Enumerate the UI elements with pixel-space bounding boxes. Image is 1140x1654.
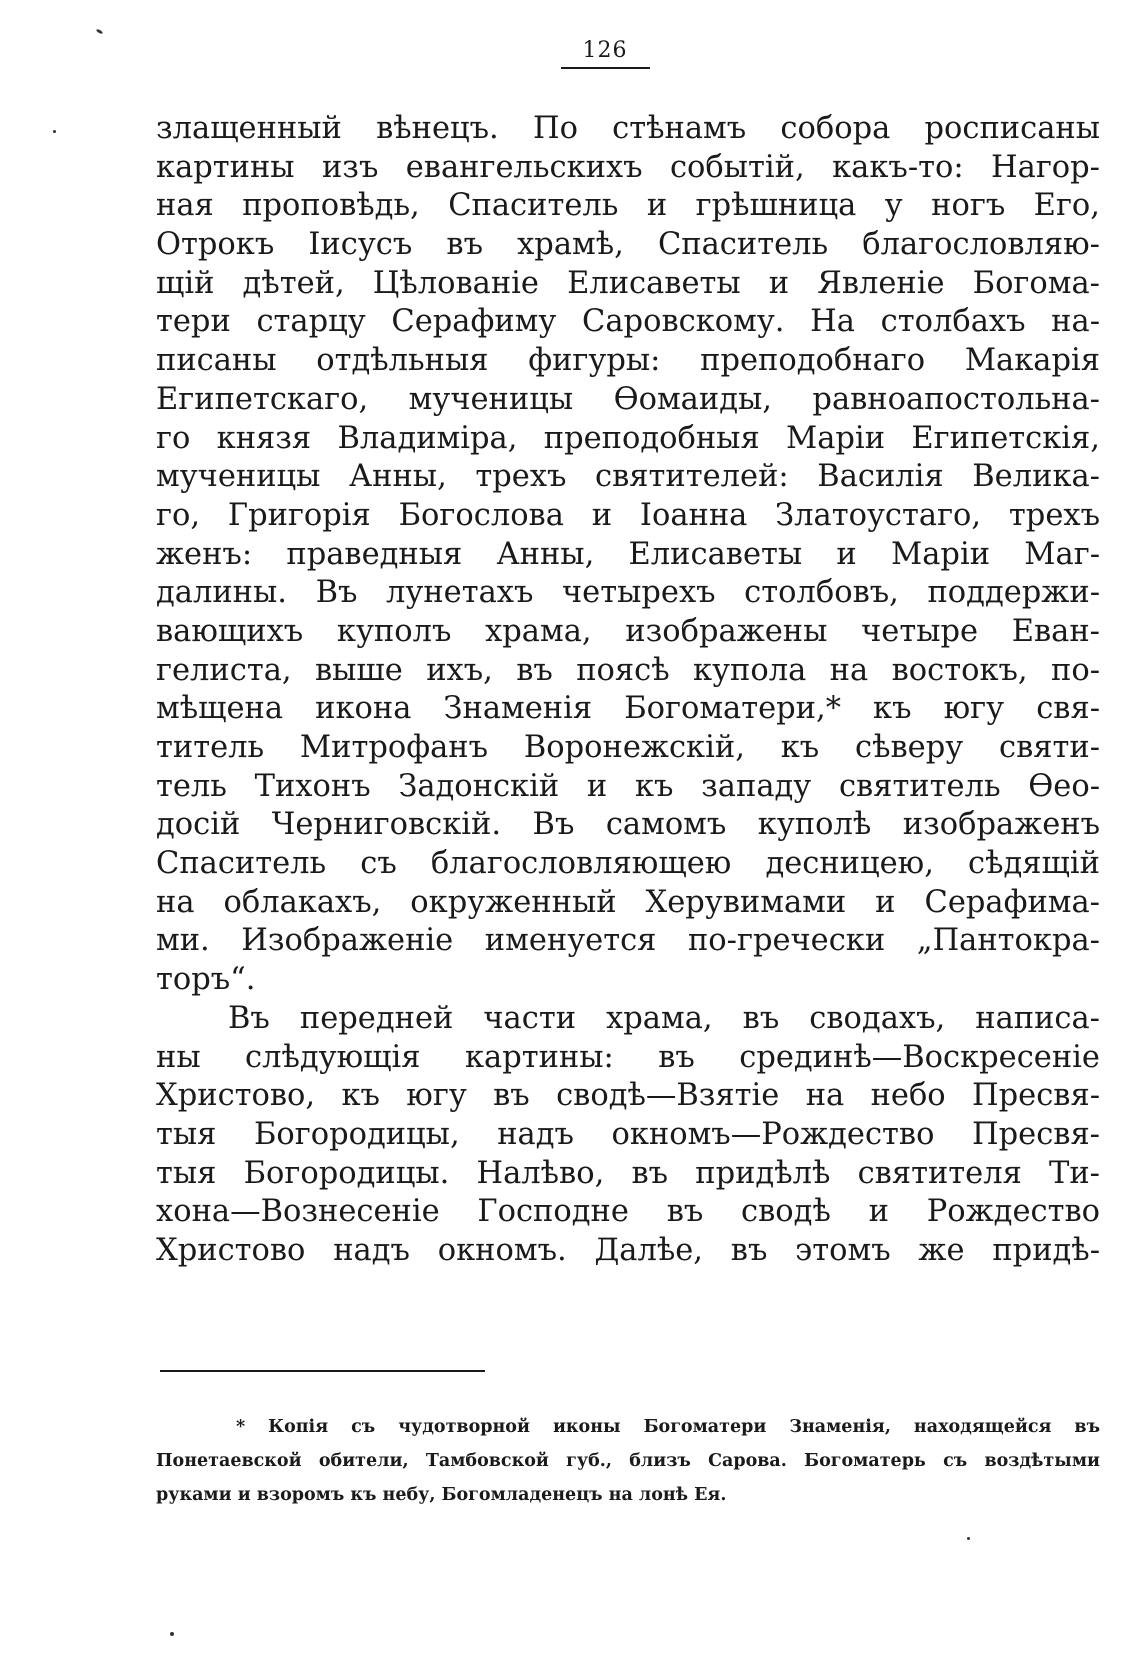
text-line: на облакахъ, окруженный Херувимами и Серафима-	[156, 884, 1100, 920]
text-line: далины. Въ лунетахъ четырехъ столбовъ, поддержи-	[156, 575, 1100, 611]
text-line: торъ“.	[156, 962, 256, 998]
text-line: ми. Изображеніе именуется по-гречески „Пантокра-	[156, 923, 1100, 959]
footnote	[156, 1410, 1100, 1512]
text-line: тери старцу Серафиму Саровскому. На столбахъ на-	[156, 304, 1100, 340]
footnote-line: * Копія съ чудотворной иконы Богоматери Знаменія, находящейся въ	[236, 1417, 1100, 1437]
text-line: ны слѣдующія картины: въ срединѣ—Воскресеніе	[156, 1039, 1100, 1075]
text-line: мѣщена икона Знаменія Богоматери,* къ югу свя-	[156, 691, 1100, 727]
text-line: го, Григорія Богослова и Іоанна Златоустаго, трехъ	[156, 497, 1100, 533]
page-header	[0, 38, 1140, 69]
text-line: го князя Владиміра, преподобныя Маріи Египетскія,	[156, 420, 1100, 456]
scan-speck	[170, 1632, 174, 1636]
scan-speck	[96, 28, 104, 34]
page-number: 126	[561, 38, 650, 69]
text-line: женъ: праведныя Анны, Елисаветы и Маріи Маг-	[156, 536, 1100, 572]
footnote-line: руками и взоромъ къ небу, Богомладенецъ на лонѣ Ея.	[156, 1485, 727, 1505]
scan-speck	[967, 1537, 970, 1540]
text-line: Спаситель съ благословляющею десницею, сѣдящій	[156, 846, 1100, 882]
text-line: щій дѣтей, Цѣлованіе Елисаветы и Явленіе Богома-	[156, 265, 1100, 301]
text-line: тыя Богородицы, надъ окномъ—Рождество Пресвя-	[156, 1116, 1100, 1152]
text-line: писаны отдѣльныя фигуры: преподобнаго Макарія	[156, 343, 1100, 379]
text-line: вающихъ куполъ храма, изображены четыре Еван-	[156, 613, 1100, 649]
text-line: Египетскаго, мученицы Ѳомаиды, равноапостольна-	[156, 381, 1100, 417]
scan-speck	[53, 130, 56, 133]
text-line: тель Тихонъ Задонскій и къ западу святитель Ѳео-	[156, 768, 1100, 804]
text-line: досій Черниговскій. Въ самомъ куполѣ изображенъ	[156, 807, 1100, 843]
text-line: картины изъ евангельскихъ событій, какъ-то: Нагор-	[156, 149, 1100, 185]
text-line: хона—Вознесеніе Господне въ сводѣ и Рождество	[156, 1194, 1100, 1230]
text-line: тыя Богородицы. Налѣво, въ придѣлѣ святителя Ти-	[156, 1155, 1100, 1191]
text-line: титель Митрофанъ Воронежскій, къ сѣверу святи-	[156, 730, 1100, 765]
text-line: Отрокъ Іисусъ въ храмѣ, Спаситель благословляю-	[156, 227, 1100, 263]
footnote-divider	[160, 1370, 485, 1372]
paragraph-first-line: Въ передней части храма, въ сводахъ, написа-	[228, 1000, 1100, 1036]
text-line: мученицы Анны, трехъ святителей: Василія Велика-	[156, 459, 1100, 495]
footnote-line: Понетаевской обители, Тамбовской губ., близъ Сарова. Богоматерь съ воздѣтыми	[156, 1451, 1100, 1471]
text-line: ная проповѣдь, Спаситель и грѣшница у ногъ Его,	[156, 188, 1100, 224]
text-line: гелиста, выше ихъ, въ поясѣ купола на востокъ, по-	[156, 652, 1100, 688]
text-line: злащенный вѣнецъ. По стѣнамъ собора росписаны	[156, 111, 1100, 146]
text-line: Христово надъ окномъ. Далѣе, въ этомъ же придѣ-	[156, 1232, 1100, 1268]
body-text	[156, 110, 1100, 1271]
text-line: Христово, къ югу въ сводѣ—Взятіе на небо Пресвя-	[156, 1078, 1100, 1114]
